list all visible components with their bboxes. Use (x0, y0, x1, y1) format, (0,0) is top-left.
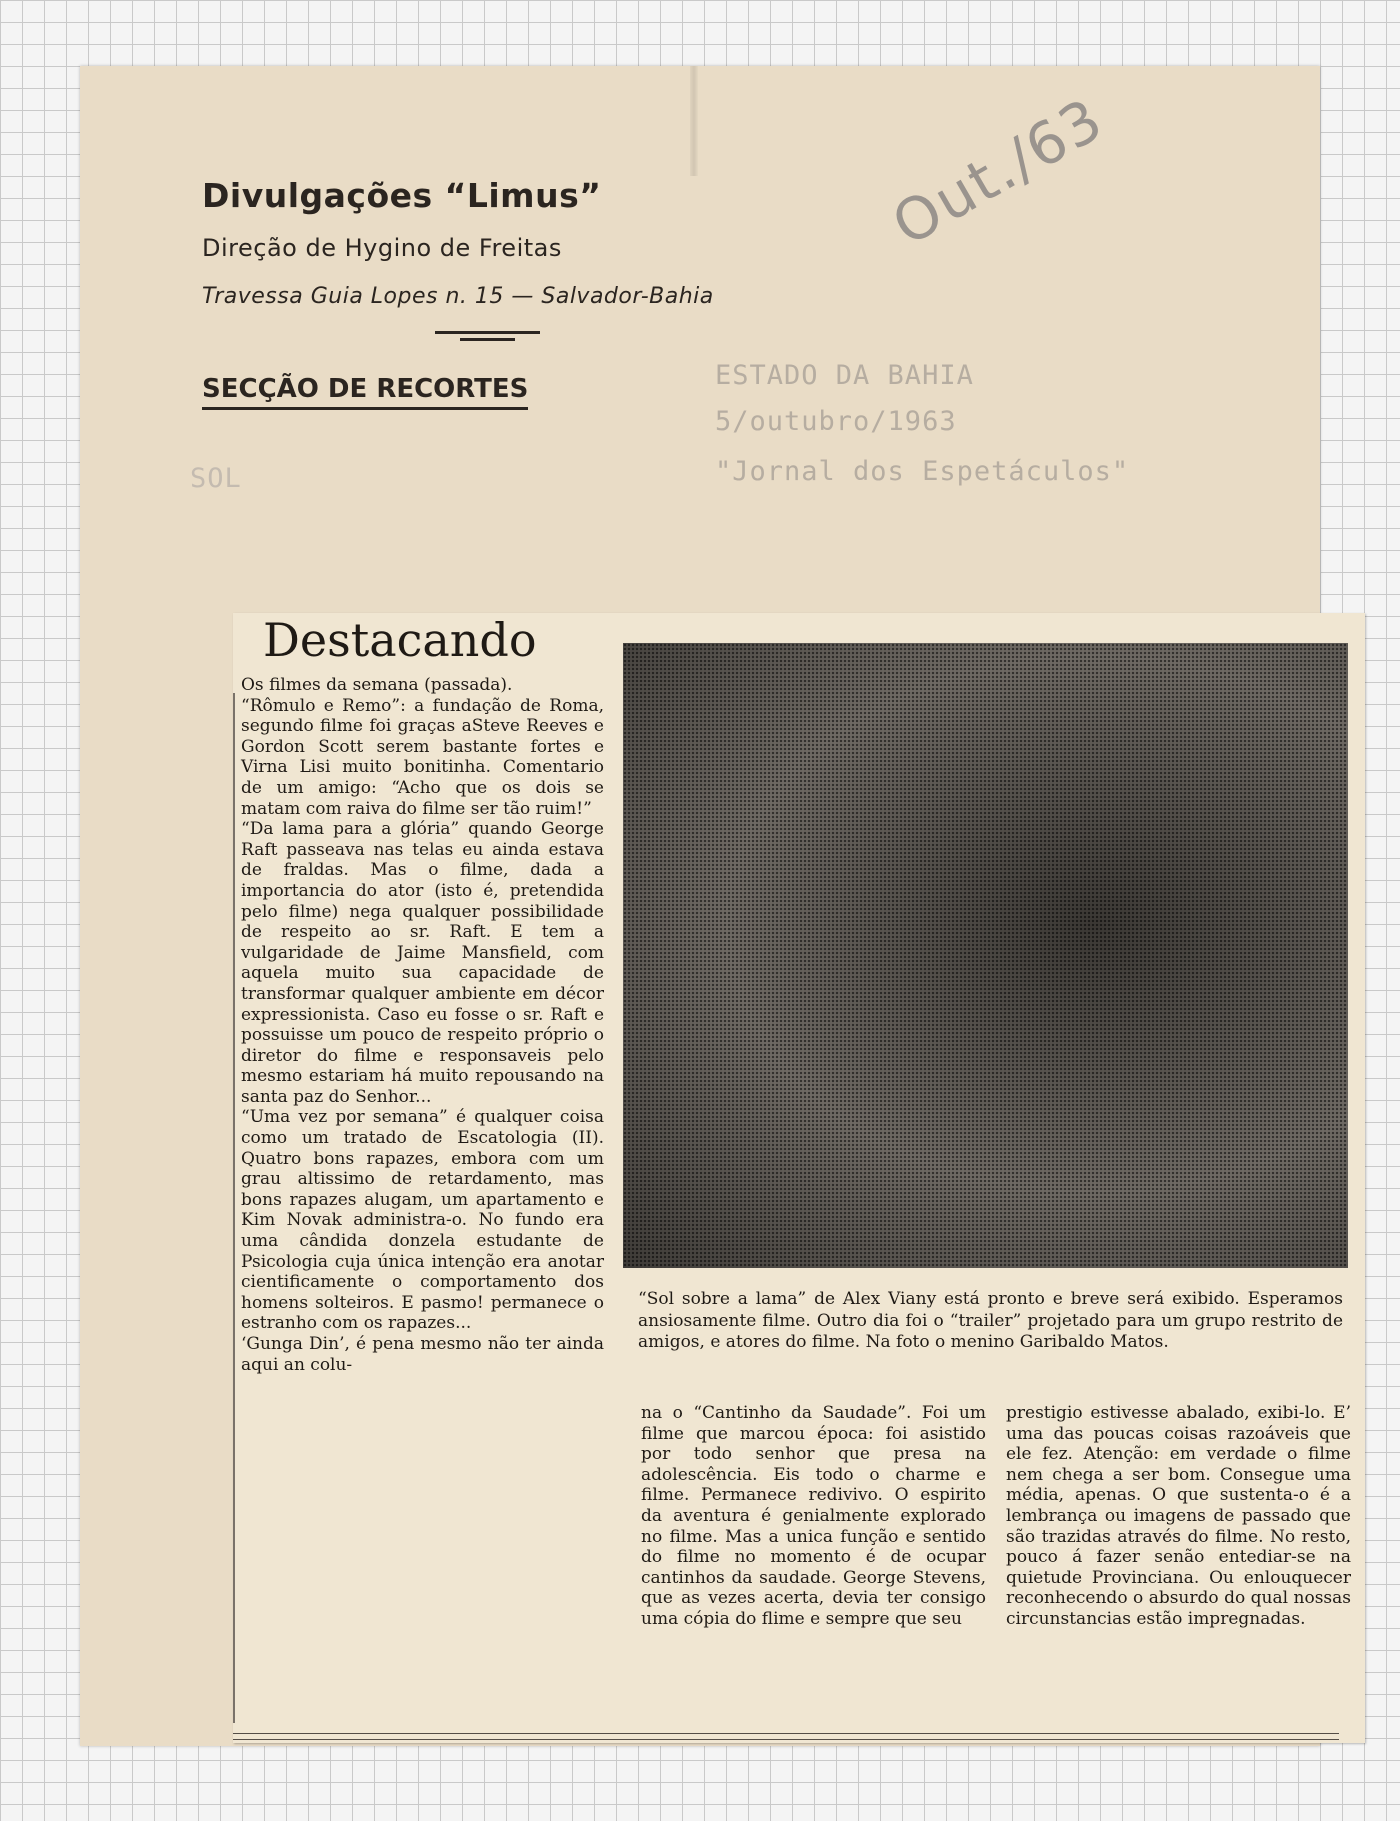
newspaper-clipping (233, 613, 1365, 1743)
stamp-date: 5/outubro/1963 (715, 406, 957, 437)
agency-title: Divulgações “Limus” (202, 176, 602, 215)
handwritten-date: Out./63 (881, 84, 1115, 259)
agency-direction: Direção de Hygino de Freitas (202, 234, 562, 262)
paragraph: Os filmes da semana (passada). (241, 675, 513, 695)
paper-fold (690, 66, 698, 176)
paragraph: na o “Cantinho da Saudade”. Foi um filme que marcou época: foi asistido por todo senhor que presa na adolescência. Eis todo o charme e filme. Permanece redivivo. O espirito da aventura é genialmente explorado no filme. Mas a unica função e sentido do filme no momento é de ocupar cantinhos da saudade. George Stevens, que as vezes acerta, devia ter consigo uma cópia do flime e sempre que seu (641, 1403, 986, 1629)
stamp-source: ESTADO DA BAHIA (715, 360, 974, 391)
stamp-column: "Jornal dos Espetáculos" (715, 456, 1130, 487)
paragraph: “Uma vez por semana” é qualquer coisa como um tratado de Escatologia (II). Quatro bons rapazes, embora com um grau altissimo de retardamento, mas bons rapazes alugam, um apartamento e Kim Novak administra-o. No fundo era uma cândida donzela estudante de Psicologia cuja única intenção era anotar cientificamente o comportamento dos homens solteiros. E pasmo! permanece o estranho com os rapazes... (241, 1107, 604, 1334)
header-divider (435, 331, 540, 334)
column-rule (233, 693, 235, 1723)
header-divider-short (460, 338, 515, 341)
section-title: SECÇÃO DE RECORTES (202, 374, 528, 410)
article-column-1 (241, 675, 604, 1375)
clipping-sheet (80, 66, 1351, 1746)
article-title: Destacando (263, 613, 537, 667)
agency-address: Travessa Guia Lopes n. 15 — Salvador-Bahia (202, 284, 714, 309)
paragraph: “Da lama para a glória” quando George Raft passeava nas telas eu ainda estava de fraldas. Mas o filme, dada a importancia do ator (isto é, pretendida pelo filme) nega qualquer possibilidade de respeito ao sr. Raft. E tem a vulgaridade de Jaime Mansfield, com aquela muito sua capacidade de transformar qualquer ambiente em décor expressionista. Caso eu fosse o sr. Raft e possuisse um pouco de respeito próprio o diretor do filme e responsaveis pelo mesmo estariam há muito repousando na santa paz do Senhor... (241, 819, 604, 1107)
paragraph: prestigio estivesse abalado, exibi-lo. E’ uma das poucas coisas razoáveis que ele fez. Atenção: em verdade o filme nem chega a ser bom. Consegue uma média, apenas. O que sustenta-o é a lembrança ou imagens de passado que são trazidas através do filme. No resto, pouco á fazer senão entediar-se na quietude Provinciana. Ou enlouquecer reconhecendo o absurdo do qual nossas circunstancias estão impregnadas. (1006, 1403, 1351, 1629)
article-column-3 (1006, 1403, 1351, 1630)
paragraph: “Rômulo e Remo”: a fundação de Roma, segundo filme foi graças aSteve Reeves e Gordon Scott serem bastante fortes e Virna Lisi muito bonitinha. Comentario de um amigo: “Acho que os dois se matam com raiva do filme ser tão ruim!” (241, 695, 604, 819)
paragraph: ‘Gunga Din’, é pena mesmo não ter ainda aqui an colu- (241, 1334, 604, 1375)
article-column-2 (641, 1403, 986, 1630)
photo-caption: “Sol sobre a lama” de Alex Viany está pronto e breve será exibido. Esperamos ansiosamente filme. Outro dia foi o “trailer” projetado para um grupo restrito de amigos, e atores do filme. Na foto o menino Garibaldo Matos. (638, 1289, 1343, 1352)
stamp-keyword: SOL (190, 463, 242, 494)
bottom-rule (233, 1733, 1339, 1740)
film-still-photo (623, 643, 1348, 1268)
